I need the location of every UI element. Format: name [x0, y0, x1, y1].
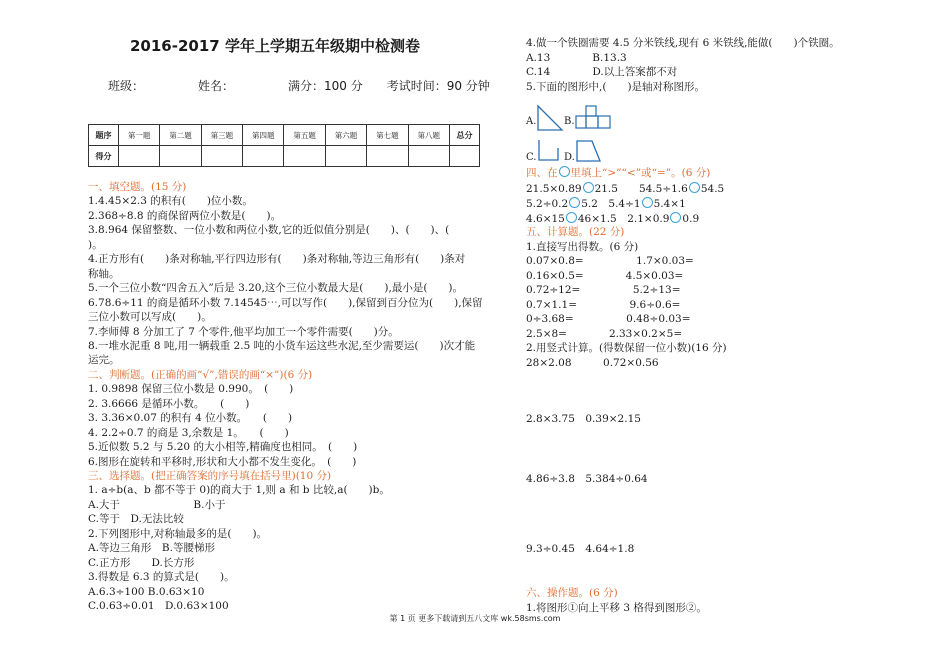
question-line: 7.李师傅 8 分加工了 7 个零件,他平均加工一个零件需要( )分。 — [88, 325, 399, 338]
question-line: )。 — [88, 238, 103, 251]
vertical-calc-item: 2.8×3.75 0.39×2.15 — [526, 413, 641, 425]
option-label: A. — [526, 116, 537, 127]
expression: 21.5×0.89 — [526, 183, 582, 195]
page-footer: 第 1 页 更多下载请到五八文库 wk.58sms.com — [389, 614, 561, 623]
score-table-cell: 第六题 — [325, 125, 366, 146]
score-table-cell: 第七题 — [367, 125, 408, 146]
question-line: 0÷3.68= 0.48÷0.03= — [526, 313, 691, 325]
question-line: 1.直接写出得数。(6 分) — [526, 240, 639, 253]
question-line: 3.8.964 保留整数、一位小数和两位小数,它的近似值分别是( )、( )、( — [88, 224, 450, 237]
option-label: B. — [564, 116, 575, 127]
question-line: 4.做一个铁圈需要 4.5 分米铁线,现有 6 米铁线,能做( )个铁圈。 — [526, 37, 840, 49]
circle-icon — [559, 166, 570, 177]
question-line: A.13 B.13.3 — [526, 51, 627, 64]
score-table-cell: 第五题 — [284, 125, 325, 146]
score-table-cell: 第八题 — [408, 125, 449, 146]
compare-circle[interactable] — [569, 197, 580, 208]
compare-row — [526, 197, 686, 210]
question-line: 2.下列图形中,对称轴最多的是( )。 — [88, 527, 268, 540]
question-line: 2.5×8= 2.33×0.2×5= — [526, 327, 683, 340]
question-line: A.大于 B.小于 — [88, 498, 226, 511]
option-label: D. — [564, 152, 575, 163]
compare-row — [526, 212, 699, 225]
vertical-calc-item: 9.3÷0.45 4.64÷1.8 — [526, 543, 635, 555]
heading-text: 四、在 — [526, 167, 558, 179]
section-heading: 三、选择题。(把正确答案的序号填在括号里)(10 分) — [88, 470, 332, 482]
student-info-line: 班级： 姓名： 满分：100 分 考试时间：90 分钟 — [108, 79, 490, 93]
section-heading — [526, 166, 710, 179]
score-table-header-row — [89, 125, 480, 146]
question-line: 1. 0.9898 保留三位小数是 0.990。 ( ) — [88, 383, 294, 396]
question-line: 6.78.6÷11 的商是循环小数 7.14545⋯,可以写作( ),保留到百分位为( ),保留 — [88, 296, 483, 309]
score-input-cell[interactable] — [160, 146, 201, 167]
trapezoid-figure — [574, 138, 604, 164]
compare-circle[interactable] — [583, 182, 594, 193]
section-heading: 一、填空题。(15 分) — [88, 181, 187, 193]
score-input-cell[interactable] — [201, 146, 242, 167]
compare-row — [526, 182, 724, 195]
question-line: 5.近似数 5.2 与 5.20 的大小相等,精确度也相同。 ( ) — [88, 441, 358, 454]
question-line: C.14 D.以上答案都不对 — [526, 66, 678, 78]
question-line: C.等于 D.无法比较 — [88, 513, 184, 526]
page-title: 2016-2017 学年上学期五年级期中检测卷 — [130, 37, 420, 55]
question-line: 8.一堆水泥重 8 吨,用一辆载重 2.5 吨的小货车运这些水泥,至少需要运( )次才能 — [88, 339, 476, 352]
score-table-cell: 得分 — [89, 146, 119, 167]
compare-circle[interactable] — [642, 197, 653, 208]
question-line: 1.4.45×2.3 的积有( )位小数。 — [88, 195, 253, 208]
question-line: 3. 3.36×0.07 的积有 4 位小数。 ( ) — [88, 412, 293, 425]
score-table-cell: 总分 — [449, 125, 479, 146]
question-line: 28×2.08 0.72×0.56 — [526, 356, 659, 369]
question-line: 3.得数是 6.3 的算式是( )。 — [88, 571, 235, 584]
compare-circle[interactable] — [566, 212, 577, 223]
heading-text: 里填上“>”“<”或“=”。(6 分) — [570, 167, 711, 179]
expression: 4.6×15 — [526, 213, 565, 225]
question-line: 2. 3.6666 是循环小数。 ( ) — [88, 397, 250, 410]
question-line: 4.正方形有( )条对称轴,平行四边形有( )条对称轴,等边三角形有( )条对 — [88, 253, 466, 266]
compare-circle[interactable] — [670, 212, 681, 223]
score-table-score-row — [89, 146, 480, 167]
score-table-cell: 第二题 — [160, 125, 201, 146]
section-heading: 五、计算题。(22 分) — [526, 226, 625, 238]
expression: 54.5 — [700, 183, 725, 195]
question-line: 4. 2.2÷0.7 的商是 3,余数是 1。 ( ) — [88, 426, 289, 439]
question-line: 称轴。 — [88, 267, 120, 280]
option-label: C. — [526, 152, 537, 163]
score-input-cell[interactable] — [449, 146, 479, 167]
score-table-cell: 第三题 — [201, 125, 242, 146]
expression: 21.5 54.5÷1.6 — [594, 183, 688, 195]
score-input-cell[interactable] — [325, 146, 366, 167]
question-line: 5.下面的图形中,( )是轴对称图形。 — [526, 80, 706, 93]
compare-circle[interactable] — [689, 182, 700, 193]
expression: 5.2÷0.2 — [526, 198, 569, 210]
grid-shape-figure — [574, 104, 616, 132]
right-triangle-figure — [536, 104, 566, 132]
question-line: 0.07×0.8= 1.7×0.03= — [526, 255, 694, 267]
vertical-calc-item: 4.86÷3.8 5.384÷0.64 — [526, 473, 648, 485]
question-line: 5.一个三位小数“四舍五入”后是 3.20,这个三位小数最大是( ),最小是( )。 — [88, 282, 464, 295]
question-line: 1. a÷b(a、b 都不等于 0)的商大于 1,则 a 和 b 比较,a( )b。 — [88, 484, 390, 497]
score-input-cell[interactable] — [284, 146, 325, 167]
score-input-cell[interactable] — [367, 146, 408, 167]
question-line: C.正方形 D.长方形 — [88, 556, 195, 569]
l-shape-figure — [536, 138, 562, 164]
question-line: A.等边三角形 B.等腰梯形 — [88, 542, 215, 555]
question-text: 1.将图形①向上平移 3 格得到图形②。 — [526, 602, 707, 614]
section-heading: 二、判断题。(正确的画“√”,错误的画“×”)(6 分) — [88, 368, 313, 381]
score-table-cell: 题序 — [89, 125, 119, 146]
score-input-cell[interactable] — [408, 146, 449, 167]
question-line: 0.7×1.1= 9.6÷0.6= — [526, 298, 681, 311]
section-heading: 六、操作题。(6 分) — [526, 587, 618, 599]
score-input-cell[interactable] — [118, 146, 159, 167]
question-line: 0.16×0.5= 4.5×0.03= — [526, 269, 684, 282]
expression: 5.2 5.4÷1 — [581, 198, 641, 210]
question-line: 运完。 — [88, 354, 120, 367]
expression: 0.9 — [682, 213, 700, 225]
score-input-cell[interactable] — [243, 146, 284, 167]
expression: 46×1.5 2.1×0.9 — [577, 213, 670, 225]
question-line: 2.用竖式计算。(得数保留一位小数)(16 分) — [526, 342, 727, 354]
question-line: A.6.3÷100 B.0.63×10 — [88, 585, 205, 598]
score-table — [88, 124, 480, 167]
question-line: 0.72÷12= 5.2÷13= — [526, 284, 681, 296]
score-table-cell: 第一题 — [118, 125, 159, 146]
question-line: 三位小数可以写成( )。 — [88, 311, 212, 324]
question-line: C.0.63÷0.01 D.0.63×100 — [88, 600, 229, 613]
question-line: 6.图形在旋转和平移时,形状和大小都不发生变化。 ( ) — [88, 455, 357, 468]
expression: 5.4×1 — [653, 198, 686, 210]
question-line: 2.368÷8.8 的商保留两位小数是( )。 — [88, 209, 282, 222]
score-table-cell: 第四题 — [243, 125, 284, 146]
